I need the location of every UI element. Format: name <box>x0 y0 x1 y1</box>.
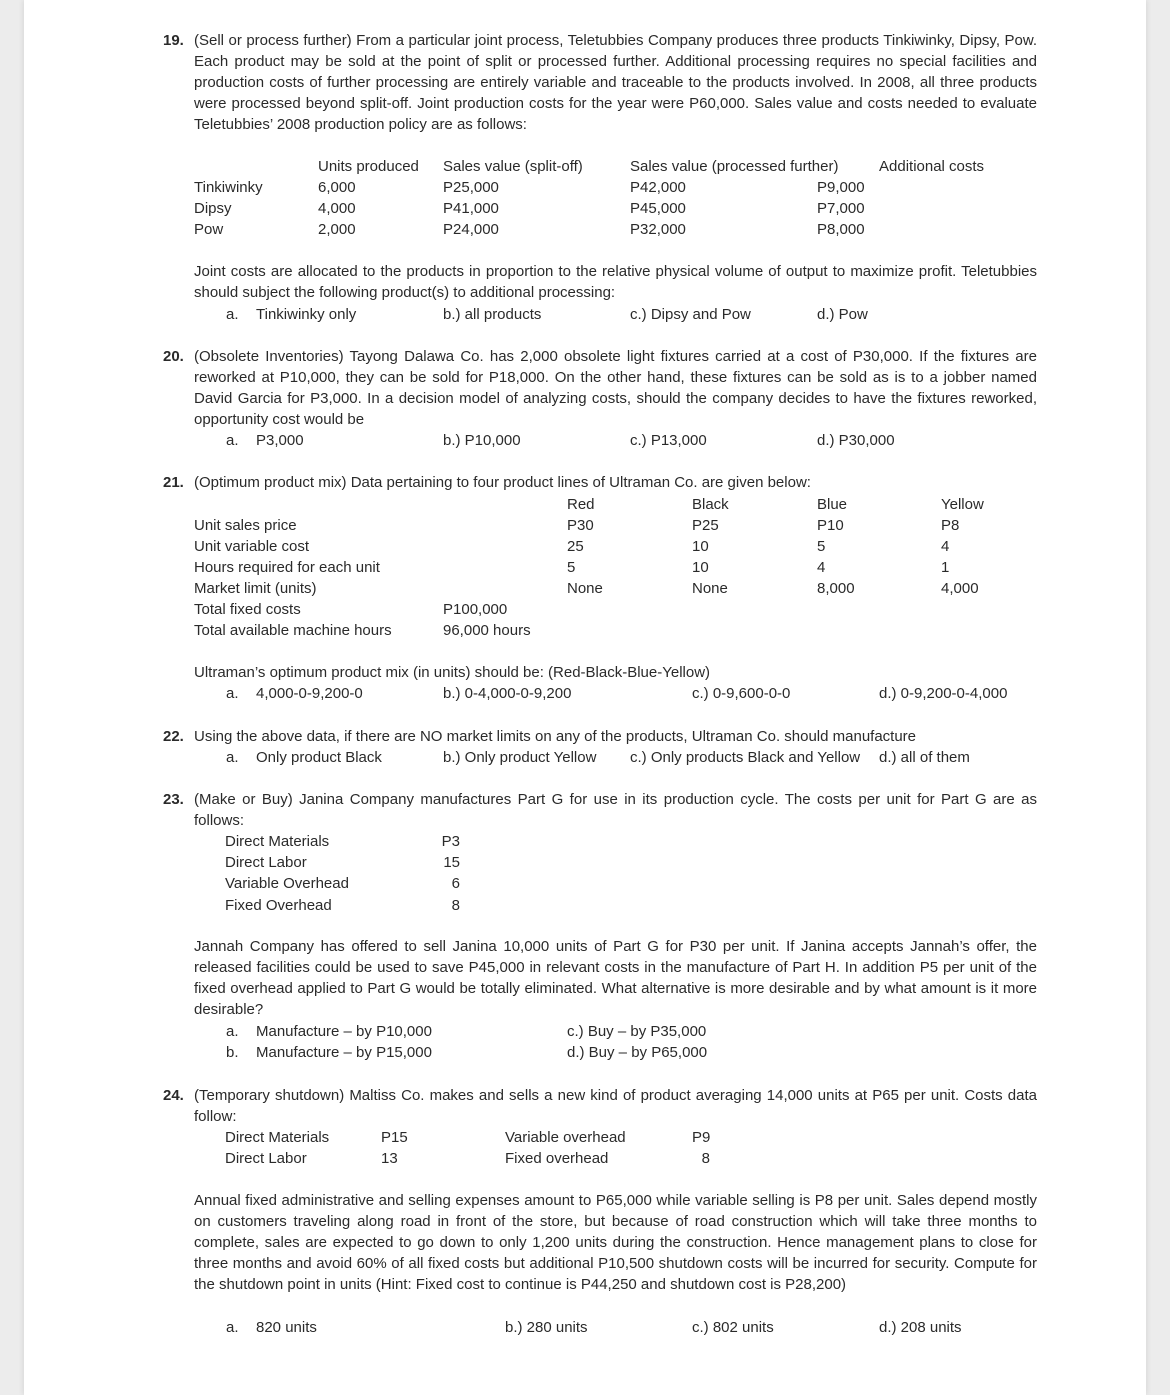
q19-row-units: 4,000 <box>318 200 356 217</box>
q21-cell: 5 <box>817 538 826 555</box>
option-letter: a. <box>226 1023 239 1040</box>
q19-row-additional: P7,000 <box>817 200 865 217</box>
option-c: c.) Only products Black and Yellow <box>630 749 861 766</box>
q19-row-split: P25,000 <box>443 179 499 196</box>
q19-number: 19. <box>163 32 184 49</box>
q21-fixed-label: Total fixed costs <box>194 601 301 618</box>
q21-question: Ultraman’s optimum product mix (in units) should be: (Red-Black-Blue-Yellow) <box>194 664 711 681</box>
q24-number: 24. <box>163 1087 184 1104</box>
q21-cell: 25 <box>567 538 584 555</box>
q23-cost-value: 8 <box>451 897 460 914</box>
option-d: d.) 208 units <box>879 1319 962 1336</box>
option-c: c.) Buy – by P35,000 <box>567 1023 707 1040</box>
q22-number: 22. <box>163 728 184 745</box>
q19-header-further: Sales value (processed further) <box>630 158 839 175</box>
option-c: c.) 802 units <box>692 1319 774 1336</box>
q19-question: Joint costs are allocated to the products in proportion to the relative physical volume of output to maximize profit. Teletubbies should subject the following product(s) to additional processing: <box>194 263 1037 301</box>
q19-row-name: Tinkiwinky <box>194 179 263 196</box>
q21-header-yellow: Yellow <box>941 496 984 513</box>
option-b: Manufacture – by P15,000 <box>256 1044 432 1061</box>
q23-cost-value: 6 <box>451 875 460 892</box>
q19-row-split: P24,000 <box>443 221 499 238</box>
q22-text: Using the above data, if there are NO market limits on any of the products, Ultraman Co. should manufacture <box>194 728 917 745</box>
q23-number: 23. <box>163 791 184 808</box>
q21-fixed-value: P100,000 <box>443 601 508 618</box>
q21-cell: P30 <box>567 517 594 534</box>
q21-number: 21. <box>163 474 184 491</box>
q21-cell: 1 <box>941 559 950 576</box>
q19-row-units: 6,000 <box>318 179 356 196</box>
q19-row-name: Dipsy <box>194 200 232 217</box>
q24-vo-label: Variable overhead <box>505 1129 626 1146</box>
q21-cell: 4 <box>941 538 950 555</box>
q19-row-split: P41,000 <box>443 200 499 217</box>
q19-header-units: Units produced <box>318 158 419 175</box>
q23-cost-value: P3 <box>441 833 460 850</box>
q24-dm-label: Direct Materials <box>225 1129 330 1146</box>
option-letter: a. <box>226 685 239 702</box>
option-b: b.) 280 units <box>505 1319 588 1336</box>
document-page <box>24 0 1146 1395</box>
option-d: d.) Pow <box>817 306 868 323</box>
option-b: b.) all products <box>443 306 542 323</box>
q24-fo-label: Fixed overhead <box>505 1150 609 1167</box>
option-c: c.) 0-9,600-0-0 <box>692 685 791 702</box>
q23-text: (Make or Buy) Janina Company manufactures Part G for use in its production cycle. The costs per unit for Part G are as follows: <box>194 791 1037 829</box>
q21-header-red: Red <box>567 496 595 513</box>
q21-cell: P25 <box>692 517 719 534</box>
option-letter: b. <box>226 1044 239 1061</box>
q21-header-black: Black <box>692 496 729 513</box>
q21-cell: None <box>567 580 603 597</box>
q19-text: (Sell or process further) From a particular joint process, Teletubbies Company produces three products Tinkiwinky, Dipsy, Pow. Each product may be sold at the point of split or processed further. Additional processing requires no special facilities and production costs of further processing are entirely variable and traceable to the products involved. In 2008, all three products were processed beyond split-off. Joint production costs for the year were P60,000. Sales value and costs needed to evaluate Teletubbies’ 2008 production policy are as follows: <box>194 32 1037 133</box>
q19-row-further: P32,000 <box>630 221 686 238</box>
q20-number: 20. <box>163 348 184 365</box>
q24-dm-value: P15 <box>381 1129 408 1146</box>
q19-row-further: P42,000 <box>630 179 686 196</box>
option-b: b.) 0-4,000-0-9,200 <box>443 685 572 702</box>
q23-cost-label: Direct Labor <box>225 854 307 871</box>
q19-row-additional: P9,000 <box>817 179 865 196</box>
q24-fo-value: 8 <box>701 1150 710 1167</box>
q21-row-label: Market limit (units) <box>194 580 317 597</box>
q19-row-name: Pow <box>194 221 224 238</box>
option-a: Only product Black <box>256 749 382 766</box>
q24-text: (Temporary shutdown) Maltiss Co. makes and sells a new kind of product averaging 14,000 units at P65 per unit. Costs data follow: <box>194 1087 1037 1125</box>
q21-cell: P10 <box>817 517 844 534</box>
q19-header-split: Sales value (split-off) <box>443 158 583 175</box>
q21-header-blue: Blue <box>817 496 848 513</box>
option-d: d.) all of them <box>879 749 970 766</box>
q21-row-label: Unit variable cost <box>194 538 310 555</box>
option-d: d.) Buy – by P65,000 <box>567 1044 708 1061</box>
option-a: 4,000-0-9,200-0 <box>256 685 363 702</box>
option-d: d.) 0-9,200-0-4,000 <box>879 685 1008 702</box>
option-a: Manufacture – by P10,000 <box>256 1023 432 1040</box>
option-letter: a. <box>226 432 239 449</box>
q21-cell: 5 <box>567 559 576 576</box>
q21-row-label: Unit sales price <box>194 517 297 534</box>
q23-cost-label: Variable Overhead <box>225 875 349 892</box>
q24-question: Annual fixed administrative and selling expenses amount to P65,000 while variable selling is P8 per unit. Sales depend mostly on customers traveling along road in front of the store, but because of road construction which will take three months to complete, sales are expected to go down to only 1,200 units during the construction. Hence management plans to close for three months and avoid 60% of all fixed costs but additional P10,500 shutdown costs will be incurred for security. Compute for the shutdown point in units (Hint: Fixed cost to continue is P44,250 and shutdown cost is P28,200) <box>194 1192 1037 1293</box>
q21-cell: 10 <box>692 559 709 576</box>
q19-row-further: P45,000 <box>630 200 686 217</box>
q24-dl-label: Direct Labor <box>225 1150 307 1167</box>
option-d: d.) P30,000 <box>817 432 895 449</box>
q21-hours-label: Total available machine hours <box>194 622 392 639</box>
q21-text: (Optimum product mix) Data pertaining to four product lines of Ultraman Co. are given below: <box>194 474 811 491</box>
q24-dl-value: 13 <box>381 1150 398 1167</box>
option-a: Tinkiwinky only <box>256 306 357 323</box>
q21-row-label: Hours required for each unit <box>194 559 380 576</box>
option-letter: a. <box>226 306 239 323</box>
q21-cell: 8,000 <box>817 580 855 597</box>
q21-cell: 4 <box>817 559 826 576</box>
option-c: c.) P13,000 <box>630 432 707 449</box>
option-b: b.) Only product Yellow <box>443 749 597 766</box>
q21-cell: 10 <box>692 538 709 555</box>
q21-cell: P8 <box>941 517 960 534</box>
q20-text: (Obsolete Inventories) Tayong Dalawa Co. has 2,000 obsolete light fixtures carried at a cost of P30,000. If the fixtures are reworked at P10,000, they can be sold for P18,000. On the other hand, these fixtures can be sold as is to a jobber named David Garcia for P3,000. In a decision model of analyzing costs, should the company decides to have the fixtures reworked, opportunity cost would be <box>194 348 1037 428</box>
q24-vo-value: P9 <box>692 1129 711 1146</box>
option-b: b.) P10,000 <box>443 432 521 449</box>
q21-cell: 4,000 <box>941 580 979 597</box>
option-letter: a. <box>226 1319 239 1336</box>
q23-cost-value: 15 <box>443 854 460 871</box>
q21-hours-value: 96,000 hours <box>443 622 531 639</box>
q23-question: Jannah Company has offered to sell Janina 10,000 units of Part G for P30 per unit. If Janina accepts Jannah’s offer, the released facilities could be used to save P45,000 in relevant costs in the manufacture of Part H. In addition P5 per unit of the fixed overhead applied to Part G would be totally eliminated. What alternative is more desirable and by what amount is it more desirable? <box>194 938 1037 1018</box>
q19-header-additional: Additional costs <box>879 158 985 175</box>
q23-cost-label: Fixed Overhead <box>225 897 332 914</box>
q19-row-units: 2,000 <box>318 221 356 238</box>
option-a: P3,000 <box>256 432 304 449</box>
q19-row-additional: P8,000 <box>817 221 865 238</box>
option-c: c.) Dipsy and Pow <box>630 306 751 323</box>
option-a: 820 units <box>256 1319 317 1336</box>
option-letter: a. <box>226 749 239 766</box>
q23-cost-label: Direct Materials <box>225 833 330 850</box>
q21-cell: None <box>692 580 728 597</box>
